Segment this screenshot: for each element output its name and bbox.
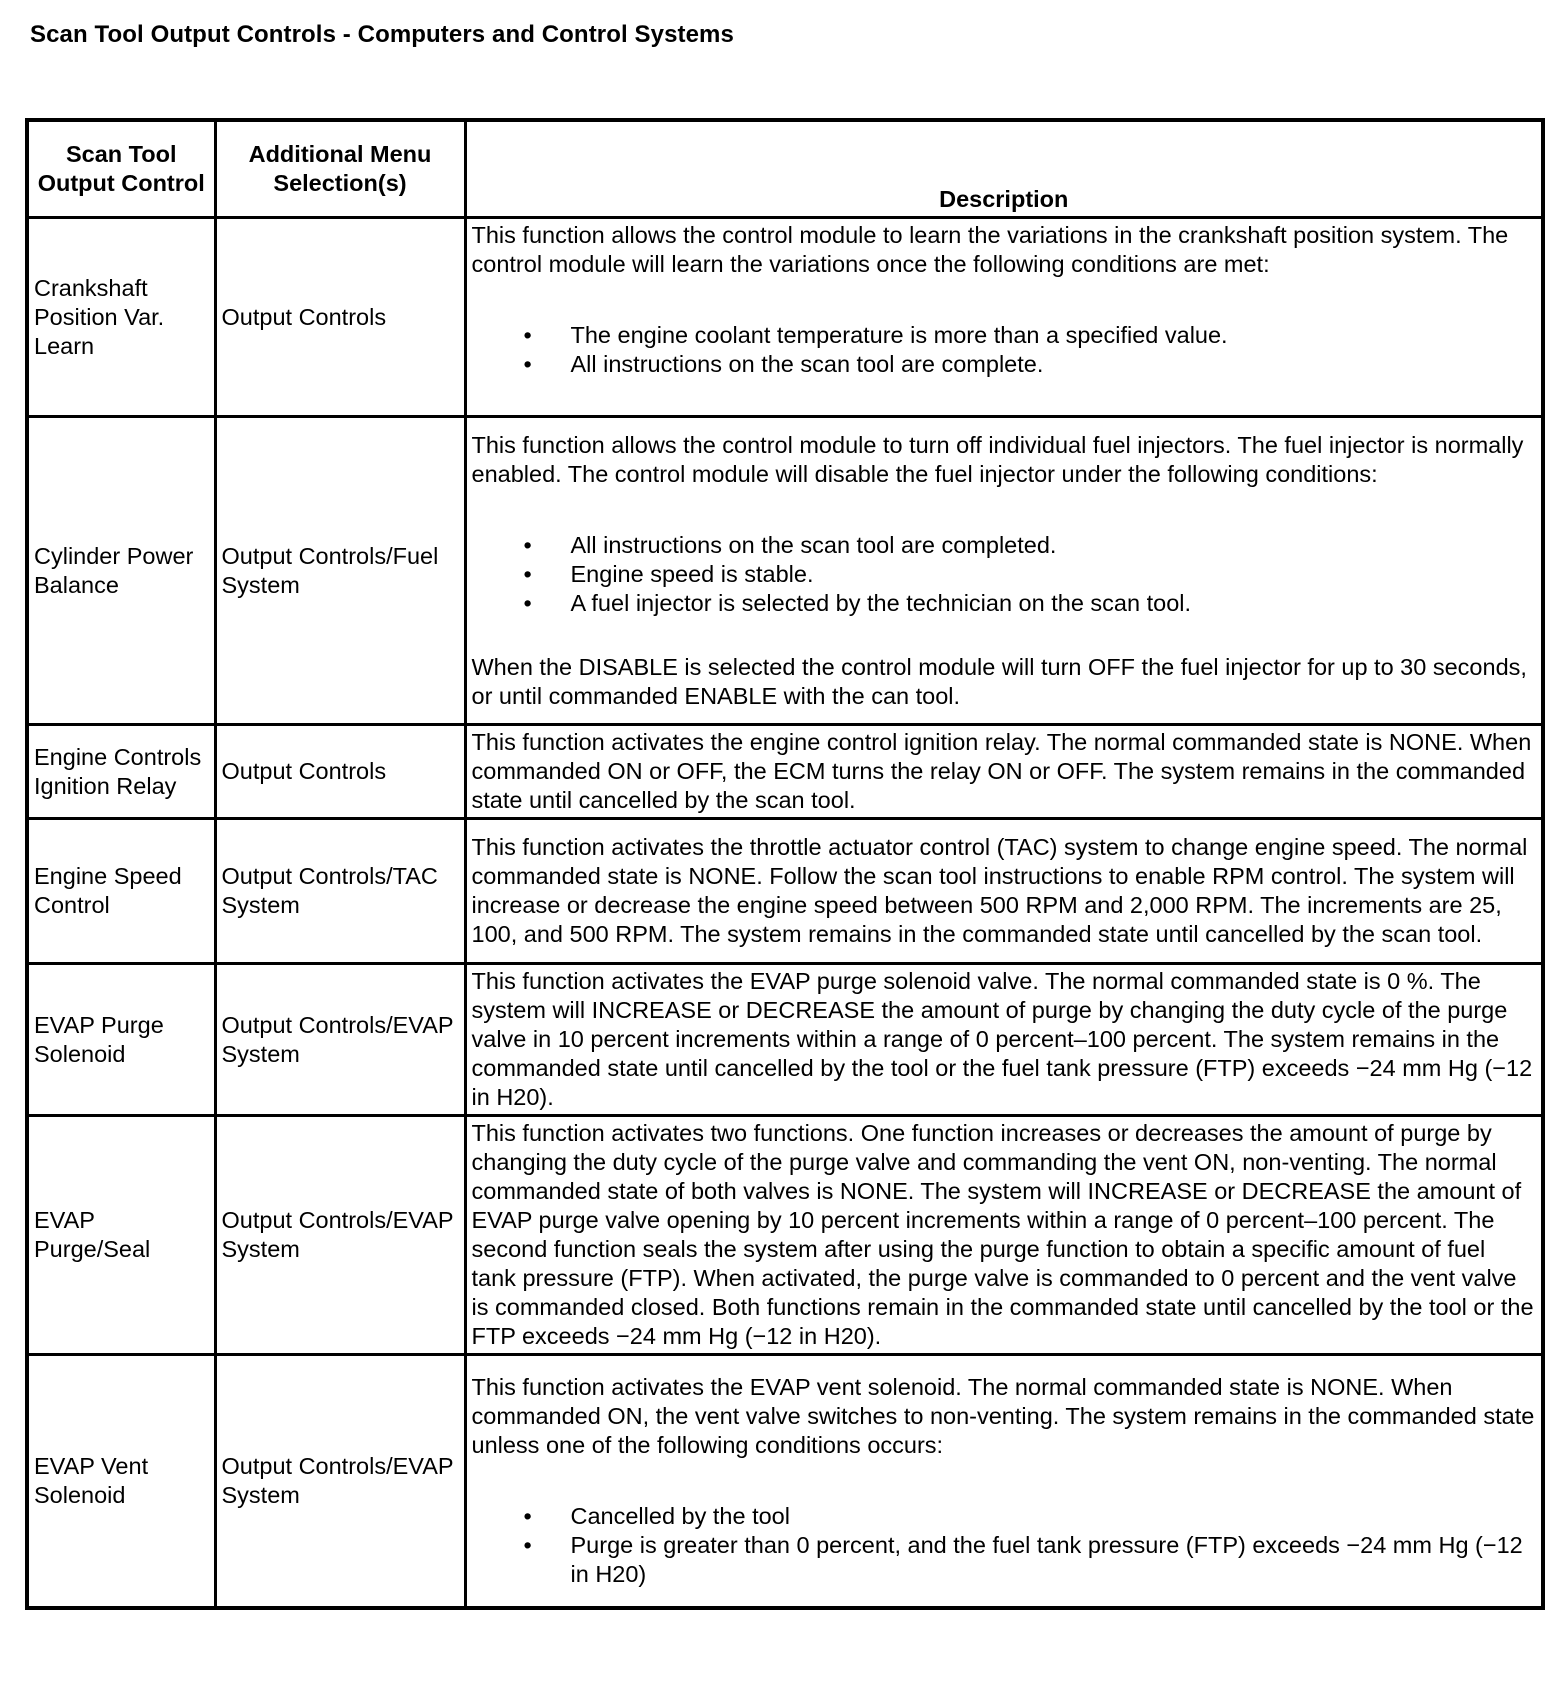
cell-menu: Output Controls/EVAP System: [215, 1355, 465, 1608]
description-text: This function activates the EVAP purge solenoid valve. The normal commanded state is 0 %. The system will INCREASE or DECREASE the amount of purge by changing the duty cycle of the purge valve in 10 percent increments within a range of 0 percent–100 percent. The system remains in the commanded state until cancelled by the tool or the fuel tank pressure (FTP) exceeds −24 mm Hg (−12 in H20).: [471, 968, 1533, 1110]
cell-control: Engine Controls Ignition Relay: [27, 725, 215, 819]
condition-list: [472, 531, 1537, 618]
bullet-dot-icon: •: [523, 531, 532, 558]
description-note: When the DISABLE is selected the control module will turn OFF the fuel injector for up to 30 seconds, or until commanded ENABLE with the can tool.: [471, 653, 1527, 709]
cell-menu: Output Controls/EVAP System: [215, 964, 465, 1116]
cell-menu: Output Controls: [215, 725, 465, 819]
condition-list: [472, 321, 1537, 379]
header-row: [27, 120, 1543, 218]
description-text: This function allows the control module to learn the variations in the crankshaft position system. The control module will learn the variations once the following conditions are met:: [471, 222, 1509, 277]
cell-description: [465, 725, 1543, 819]
bullet-dot-icon: •: [523, 1502, 532, 1529]
cell-description: [465, 417, 1543, 725]
cell-control: Engine Speed Control: [27, 819, 215, 964]
description-text: This function activates the engine control ignition relay. The normal commanded state is NONE. When commanded ON or OFF, the ECM turns the relay ON or OFF. The system remains in the commanded state until cancelled by the scan tool.: [471, 729, 1532, 813]
table-row: [27, 1355, 1543, 1608]
table-row: [27, 218, 1543, 417]
table-row: [27, 819, 1543, 964]
list-item: • All instructions on the scan tool are complete.: [523, 351, 1044, 377]
cell-menu: Output Controls/TAC System: [215, 819, 465, 964]
list-item: • All instructions on the scan tool are completed.: [523, 531, 1057, 558]
header-additional-menu-selections: Additional Menu Selection(s): [215, 120, 465, 218]
bullet-dot-icon: •: [523, 322, 532, 348]
bullet-dot-icon: •: [523, 1531, 532, 1558]
bullet-dot-icon: •: [523, 560, 532, 587]
cell-menu: Output Controls/EVAP System: [215, 1116, 465, 1355]
description-text: This function activates the EVAP vent solenoid. The normal commanded state is NONE. When commanded ON, the vent valve switches to non-venting. The system remains in the commanded state unless one of the following conditions occurs:: [471, 1373, 1535, 1458]
table-row: [27, 1116, 1543, 1355]
cell-menu: Output Controls/Fuel System: [215, 417, 465, 725]
page-title: Scan Tool Output Controls - Computers and Control Systems: [30, 21, 734, 48]
cell-menu: Output Controls: [215, 218, 465, 417]
cell-control: EVAP Vent Solenoid: [27, 1355, 215, 1608]
table-row: [27, 417, 1543, 725]
cell-description: [465, 964, 1543, 1116]
header-scan-tool-output-control: Scan Tool Output Control: [27, 120, 215, 218]
list-item: • A fuel injector is selected by the technician on the scan tool.: [523, 589, 1192, 616]
list-item: • Purge is greater than 0 percent, and the fuel tank pressure (FTP) exceeds −24 mm Hg (−12 in H20): [523, 1531, 1523, 1587]
cell-control: Crankshaft Position Var. Learn: [27, 218, 215, 417]
bullet-dot-icon: •: [523, 589, 532, 616]
list-item: • The engine coolant temperature is more than a specified value.: [523, 322, 1228, 348]
cell-control: EVAP Purge/Seal: [27, 1116, 215, 1355]
description-text: This function allows the control module to turn off individual fuel injectors. The fuel injector is normally enabled. The control module will disable the fuel injector under the following conditions:: [471, 431, 1524, 487]
cell-description: [465, 819, 1543, 964]
description-text: This function activates two functions. One function increases or decreases the amount of purge by changing the duty cycle of the purge valve and commanding the vent ON, non-venting. The normal commanded state of both valves is NONE. The system will INCREASE or DECREASE the amount of EVAP purge valve opening by 10 percent increments within a range of 0 percent–100 percent. The second function seals the system after using the purge function to obtain a specific amount of fuel tank pressure (FTP). When activated, the purge valve is commanded to 0 percent and the vent valve is commanded closed. Both functions remain in the commanded state until cancelled by the tool or the FTP exceeds −24 mm Hg (−12 in H20).: [471, 1120, 1534, 1349]
table-row: [27, 725, 1543, 819]
cell-description: [465, 1355, 1543, 1608]
description-text: This function activates the throttle actuator control (TAC) system to change engine speed. The normal commanded state is NONE. Follow the scan tool instructions to enable RPM control. The system will increase or decrease the engine speed between 500 RPM and 2,000 RPM. The increments are 25, 100, and 500 RPM. The system remains in the commanded state until cancelled by the scan tool.: [471, 834, 1528, 947]
condition-list: [472, 1502, 1537, 1589]
list-item: • Engine speed is stable.: [523, 560, 814, 587]
cell-description: [465, 1116, 1543, 1355]
table-row: [27, 964, 1543, 1116]
header-description: Description: [465, 120, 1543, 218]
bullet-dot-icon: •: [523, 351, 532, 377]
list-item: • Cancelled by the tool: [523, 1502, 790, 1529]
output-controls-table: [25, 118, 1545, 1610]
cell-control: EVAP Purge Solenoid: [27, 964, 215, 1116]
cell-control: Cylinder Power Balance: [27, 417, 215, 725]
cell-description: [465, 218, 1543, 417]
